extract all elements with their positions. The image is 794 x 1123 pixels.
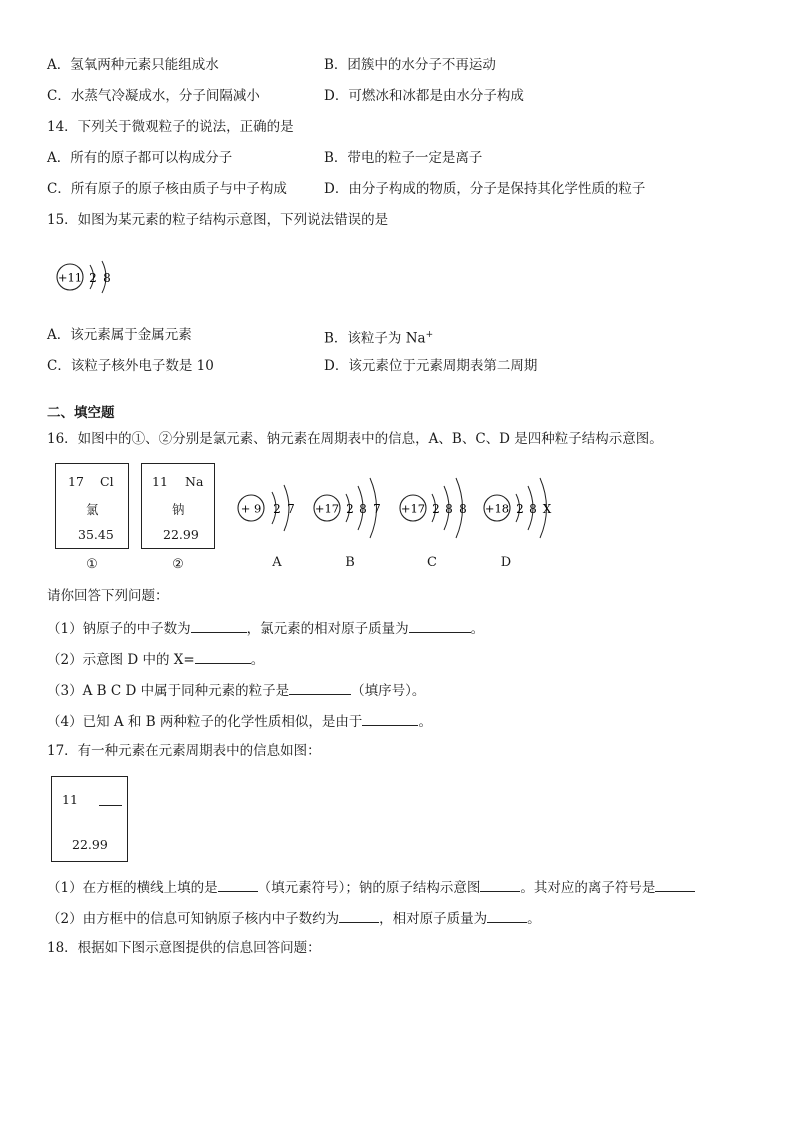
q14-option-d: D．由分子构成的物质，分子是保持其化学性质的粒子 xyxy=(324,181,646,197)
q16-atom-b-shell-1: 2 xyxy=(346,502,354,516)
q16-atom-b-shell-2: 8 xyxy=(359,502,367,516)
q13-option-a: A．氢氧两种元素只能组成水 xyxy=(47,57,219,73)
q17-sub-2-text-a: （2）由方框中的信息可知钠原子核内中子数约为 xyxy=(47,911,340,927)
q16-box1-name: 氯 xyxy=(86,502,99,517)
q16-atom-b-diagram xyxy=(311,458,391,556)
q16-sub-1-text-a: （1）钠原子的中子数为 xyxy=(47,621,191,637)
q16-sub-1-text-b: ，氯元素的相对原子质量为 xyxy=(246,621,409,637)
q16-box2-label: ② xyxy=(172,557,184,572)
q16-box2-mass: 22.99 xyxy=(163,527,199,542)
answer-blank[interactable] xyxy=(191,618,247,633)
q16-sub-4-text-b: 。 xyxy=(418,714,432,730)
q18-stem: 18．根据如下图示意图提供的信息回答问题： xyxy=(47,940,321,956)
q16-box2-number: 11 xyxy=(152,474,168,489)
q16-sub-3 xyxy=(47,680,425,700)
q16-atom-c-label: C xyxy=(427,555,437,570)
answer-blank[interactable] xyxy=(289,680,351,695)
q17-stem: 17．有一种元素在元素周期表中的信息如图： xyxy=(47,743,321,759)
q14-option-c: C．所有原子的原子核由质子与中子构成 xyxy=(47,181,287,197)
q17-element-box xyxy=(51,776,128,862)
q15-option-d: D．该元素位于元素周期表第二周期 xyxy=(324,358,538,374)
q13-option-d: D．可燃冰和冰都是由水分子构成 xyxy=(324,88,524,104)
q16-sub-3-text-b: （填序号）。 xyxy=(351,683,426,699)
answer-blank[interactable] xyxy=(409,618,471,633)
q17-sub-1-text-c: 。其对应的离子符号是 xyxy=(520,880,656,896)
q16-atom-d-nucleus: +18 xyxy=(484,501,510,516)
q15-option-b xyxy=(324,326,433,348)
q16-atom-a-shell-2: 7 xyxy=(287,502,295,516)
q16-atom-b-shell-3: 7 xyxy=(373,502,381,516)
q17-sub-2 xyxy=(47,908,541,928)
q16-sub-1-text-c: 。 xyxy=(470,621,485,637)
q16-atom-c-shell-2: 8 xyxy=(445,502,453,516)
q16-sub-1 xyxy=(47,618,484,638)
symbol-blank[interactable] xyxy=(99,791,122,806)
q16-atom-c-nucleus: +17 xyxy=(400,501,426,516)
answer-blank[interactable] xyxy=(339,908,379,923)
q16-box2-name: 钠 xyxy=(172,502,185,517)
answer-blank[interactable] xyxy=(218,877,258,892)
q16-atom-a-shell-1: 2 xyxy=(273,502,281,516)
q16-element-box-sodium xyxy=(141,463,215,549)
answer-blank[interactable] xyxy=(195,649,251,664)
answer-blank[interactable] xyxy=(480,877,520,892)
q16-sub-2 xyxy=(47,649,264,669)
q16-atom-c-diagram xyxy=(397,458,477,556)
q16-box1-label: ① xyxy=(86,557,98,572)
q16-sub-2-text-b: 。 xyxy=(250,652,265,668)
q14-stem: 14．下列关于微观粒子的说法，正确的是 xyxy=(47,119,294,135)
q15-stem: 15．如图为某元素的粒子结构示意图，下列说法错误的是 xyxy=(47,212,389,228)
q16-element-box-chlorine xyxy=(55,463,129,549)
q15-structure-diagram xyxy=(52,252,132,302)
answer-blank[interactable] xyxy=(655,877,695,892)
q16-atom-c-shell-3: 8 xyxy=(459,502,467,516)
q16-atom-a-label: A xyxy=(272,555,282,570)
q16-atom-d-label: D xyxy=(500,555,512,570)
q16-prompt: 请你回答下列问题： xyxy=(47,588,169,604)
q15-option-b-charge: + xyxy=(425,330,434,340)
q17-sub-2-text-b: ，相对原子质量为 xyxy=(379,911,488,927)
q17-sub-1-text-a: （1）在方框的横线上填的是 xyxy=(47,880,218,896)
q16-sub-2-text-a: （2）示意图 D 中的 X= xyxy=(47,652,195,668)
q17-sub-1 xyxy=(47,877,695,897)
q16-atom-b-nucleus: +17 xyxy=(314,501,340,516)
q16-sub-4-text-a: （4）已知 A 和 B 两种粒子的化学性质相似，是由于 xyxy=(47,714,363,730)
q13-option-b: B．团簇中的水分子不再运动 xyxy=(324,57,496,73)
q16-atom-d-shell-2: 8 xyxy=(529,502,537,516)
q16-atom-a-diagram xyxy=(232,473,312,543)
q14-option-b: B．带电的粒子一定是离子 xyxy=(324,150,483,166)
q15-shell-1: 2 xyxy=(89,271,97,285)
q17-box-mass: 22.99 xyxy=(72,837,108,852)
q17-sub-2-text-c: 。 xyxy=(527,911,541,927)
q15-option-a: A．该元素属于金属元素 xyxy=(47,327,192,343)
q16-stem: 16．如图中的①、②分别是氯元素、钠元素在周期表中的信息，A、B、C、D 是四种粒子结构示意图。 xyxy=(47,431,663,447)
q16-atom-b-label: B xyxy=(345,555,355,570)
answer-blank[interactable] xyxy=(487,908,527,923)
q16-box1-mass: 35.45 xyxy=(78,527,114,542)
q17-sub-1-text-b: （填元素符号）；钠的原子结构示意图 xyxy=(257,880,481,896)
q16-atom-a-nucleus: + 9 xyxy=(240,501,262,516)
q16-atom-d-shell-3: X xyxy=(542,502,552,516)
q15-option-b-text: B．该粒子为 Na xyxy=(324,330,426,347)
section-title: 二、填空题 xyxy=(47,405,115,421)
q16-atom-d-shell-1: 2 xyxy=(516,502,524,516)
q16-sub-3-text-a: （3）A B C D 中属于同种元素的粒子是 xyxy=(47,683,290,699)
q15-nucleus-charge: +11 xyxy=(57,270,83,285)
q16-box1-number: 17 xyxy=(68,474,84,489)
q13-option-c: C．水蒸气冷凝成水，分子间隔减小 xyxy=(47,88,260,104)
q15-shell-2: 8 xyxy=(103,271,111,285)
q16-box2-symbol: Na xyxy=(185,474,204,489)
q16-atom-c-shell-1: 2 xyxy=(432,502,440,516)
answer-blank[interactable] xyxy=(362,711,418,726)
q17-box-number: 11 xyxy=(62,792,78,807)
q14-option-a: A．所有的原子都可以构成分子 xyxy=(47,150,233,166)
q16-atom-d-diagram xyxy=(481,458,561,556)
q15-option-c: C．该粒子核外电子数是 10 xyxy=(47,358,214,374)
q16-box1-symbol: Cl xyxy=(100,474,114,489)
q16-sub-4 xyxy=(47,711,432,731)
